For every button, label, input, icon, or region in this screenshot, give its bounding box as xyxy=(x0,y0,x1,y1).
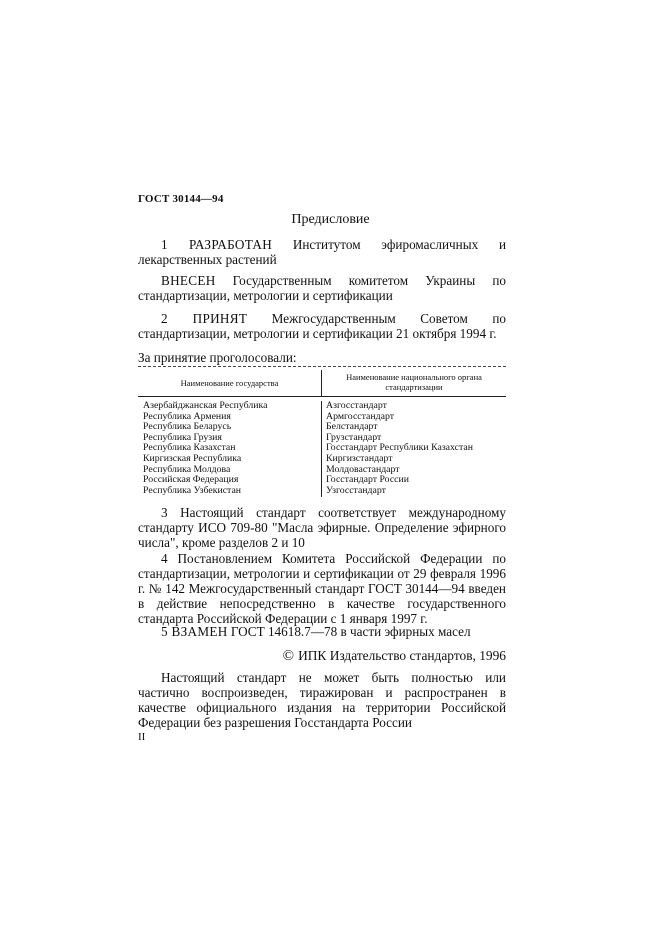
copyright-text: ИПК Издательство стандартов, 1996 xyxy=(298,648,506,663)
reproduction-notice: Настоящий стандарт не может быть полностью или частично воспроизведен, тиражирован и распространен в качестве официального издания на территории Российской Федерации без разрешения Госстандарта России xyxy=(138,670,506,730)
item-2-heading: 2 ПРИНЯТ xyxy=(161,311,248,326)
copyright-icon: © xyxy=(282,648,295,664)
header-column-divider xyxy=(321,370,322,396)
table-cell-org: Белстандарт xyxy=(326,421,378,433)
table-cell-org: Молдовастандарт xyxy=(326,463,400,475)
table-cell-state: Российская Федерация xyxy=(143,474,239,486)
table-row xyxy=(143,401,503,412)
item-1-developed xyxy=(138,237,506,267)
table-cell-org: Госстандарт Республики Казахстан xyxy=(326,442,473,454)
item-2-text: Межгосударственным Советом по стандартизации, метрологии и сертификации 21 октября 1994 г. xyxy=(138,311,506,341)
table-cell-org: Госстандарт России xyxy=(326,474,409,486)
table-cell-state: Республика Грузия xyxy=(143,431,222,443)
table-row xyxy=(143,454,503,465)
table-top-rule xyxy=(138,366,506,367)
table-cell-state: Киргизская Республика xyxy=(143,453,242,464)
table-cell-state: Республика Узбекистан xyxy=(143,484,242,496)
column-header-org xyxy=(322,372,506,392)
table-cell-state: Республика Молдова xyxy=(143,463,231,475)
introduced-paragraph xyxy=(138,273,506,303)
item-5-replaced xyxy=(138,624,506,639)
table-cell-org: Узгосстандарт xyxy=(326,484,386,496)
table-header-rule xyxy=(138,396,506,397)
table-cell-org: Армгосстандарт xyxy=(326,410,395,422)
table-cell-state: Республика Казахстан xyxy=(143,442,236,454)
document-code: ГОСТ 30144—94 xyxy=(138,193,224,205)
table-cell-state: Азербайджанская Республика xyxy=(143,400,268,411)
table-row xyxy=(143,486,503,497)
column-header-state: Наименование государства xyxy=(180,378,279,388)
column-header-org-line1: Наименование национального органа xyxy=(346,372,482,382)
item-2-adopted xyxy=(138,311,506,341)
introduced-heading: ВНЕСЕН xyxy=(161,273,216,288)
item-3-paragraph: 3 Настоящий стандарт соответствует международному стандарту ИСО 709-80 "Масла эфирные. Определение эфирного числа", кроме разделов 2 и 10 xyxy=(138,505,506,550)
item-1-heading: 1 РАЗРАБОТАН xyxy=(161,237,273,252)
vote-label: За принятие проголосовали: xyxy=(138,350,297,365)
copyright-line xyxy=(283,648,506,665)
table-cell-state: Республика Беларусь xyxy=(143,421,232,433)
item-1-text: Институтом эфиромасличных и лекарственных растений xyxy=(138,237,507,267)
page-title: Предисловие xyxy=(291,212,370,227)
table-cell-org: Азгосстандарт xyxy=(326,400,387,411)
item-5-text: ГОСТ 14618.7—78 в части эфирных масел xyxy=(227,624,471,639)
column-header-org-line2: стандартизации xyxy=(385,382,443,392)
introduced-text: Государственным комитетом Украины по стандартизации, метрологии и сертификации xyxy=(138,273,506,303)
table-cell-org: Киргизстандарт xyxy=(326,453,393,464)
item-5-heading: 5 ВЗАМЕН xyxy=(161,624,228,639)
item-4-paragraph: 4 Постановлением Комитета Российской Федерации по стандартизации, метрологии и сертификации от 29 февраля 1996 г. № 142 Межгосударственный стандарт ГОСТ 30144—94 введен в действие непосредственно в качестве государственного стандарта Российской Федерации с 1 января 1997 г. xyxy=(138,551,506,626)
table-cell-org: Грузстандарт xyxy=(326,431,382,443)
table-cell-state: Республика Армения xyxy=(143,410,231,422)
page-number: II xyxy=(138,731,146,743)
